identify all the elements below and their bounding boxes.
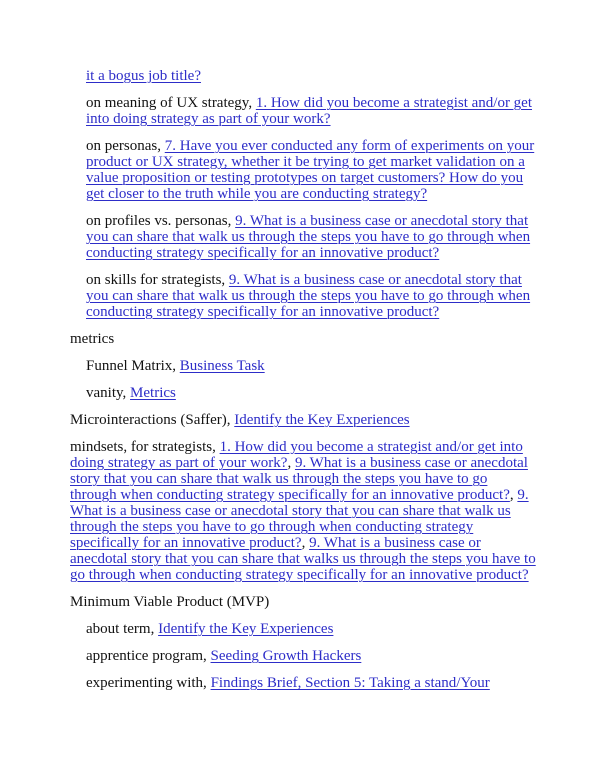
index-entry-text: mindsets, for strategists, [70,439,220,455]
index-entry-text: on skills for strategists, [86,272,229,288]
index-link[interactable]: 1. How did you become a strategist and/or get into doing strategy as part of your work? [70,439,523,471]
index-entry [86,68,536,84]
index-entry-text: about term, [86,621,159,637]
index-link[interactable]: 9. What is a business case or anecdotal story that you can share that walk us through the steps you have to go through when conducting strategy specifically for an innovative product? [86,272,531,320]
index-link[interactable]: Identify the Key Experiences [158,621,334,637]
index-entry-text: Minimum Viable Product (MVP) [70,594,270,610]
index-entry-text: on personas, [86,138,165,154]
index-entry [86,138,536,202]
index-link[interactable]: Business Task [179,358,265,374]
index-entry [86,385,536,401]
index-link[interactable]: 9. What is a business case or anecdotal story that you can share that walk us through the steps you have to go through when conducting strategy specifically for an innovative product? [70,455,528,503]
index-entry [70,594,536,610]
index-entry [86,358,536,374]
index-entry-text: vanity, [86,385,131,401]
index-entry-text: on meaning of UX strategy, [86,95,256,111]
index-link[interactable]: Metrics [130,385,176,401]
index-link[interactable]: 1. How did you become a strategist and/or get into doing strategy as part of your work? [86,95,533,127]
index-entry-text: , [301,535,310,551]
index-link[interactable]: it a bogus job title? [86,68,201,84]
index-entry [86,675,536,691]
index-entry [70,331,536,347]
index-entry-text: Funnel Matrix, [86,358,180,374]
index-link[interactable]: 7. Have you ever conducted any form of experiments on your product or UX strategy, whether it be trying to get market validation on a value proposition or testing prototypes on target customers? How do you get closer to the truth while you are conducting strategy? [86,138,535,202]
index-entry [86,621,536,637]
index-link[interactable]: 9. What is a business case or anecdotal story that you can share that walk us through the steps you have to go through when conducting strategy specifically for an innovative product? [86,213,531,261]
index-entry-text: metrics [70,331,115,347]
index-entry [86,95,536,127]
index-link[interactable]: Seeding Growth Hackers [210,648,362,664]
index-entry-text: Microinteractions (Saffer), [70,412,235,428]
index-link[interactable]: Findings Brief, Section 5: Taking a stand/Your [210,675,490,691]
index-entry-text: experimenting with, [86,675,211,691]
index-entry-text: , [287,455,295,471]
index-link[interactable]: 9. What is a business case or anecdotal story that you can share that walks us through the steps you have to go through when conducting strategy specifically for an innovative product? [70,535,536,583]
index-entry-text: apprentice program, [86,648,211,664]
index-entry-text: on profiles vs. personas, [86,213,236,229]
index-entry [86,648,536,664]
index-entry-text: , [509,487,518,503]
index-link[interactable]: Identify the Key Experiences [234,412,410,428]
index-link[interactable]: 9. What is a business case or anecdotal story that you can share that walk us through the steps you have to go through when conducting strategy specifically for an innovative product? [70,487,529,551]
index-entry [86,213,536,261]
index-entry [70,439,536,583]
index-entry [86,272,536,320]
index-entry [70,412,536,428]
